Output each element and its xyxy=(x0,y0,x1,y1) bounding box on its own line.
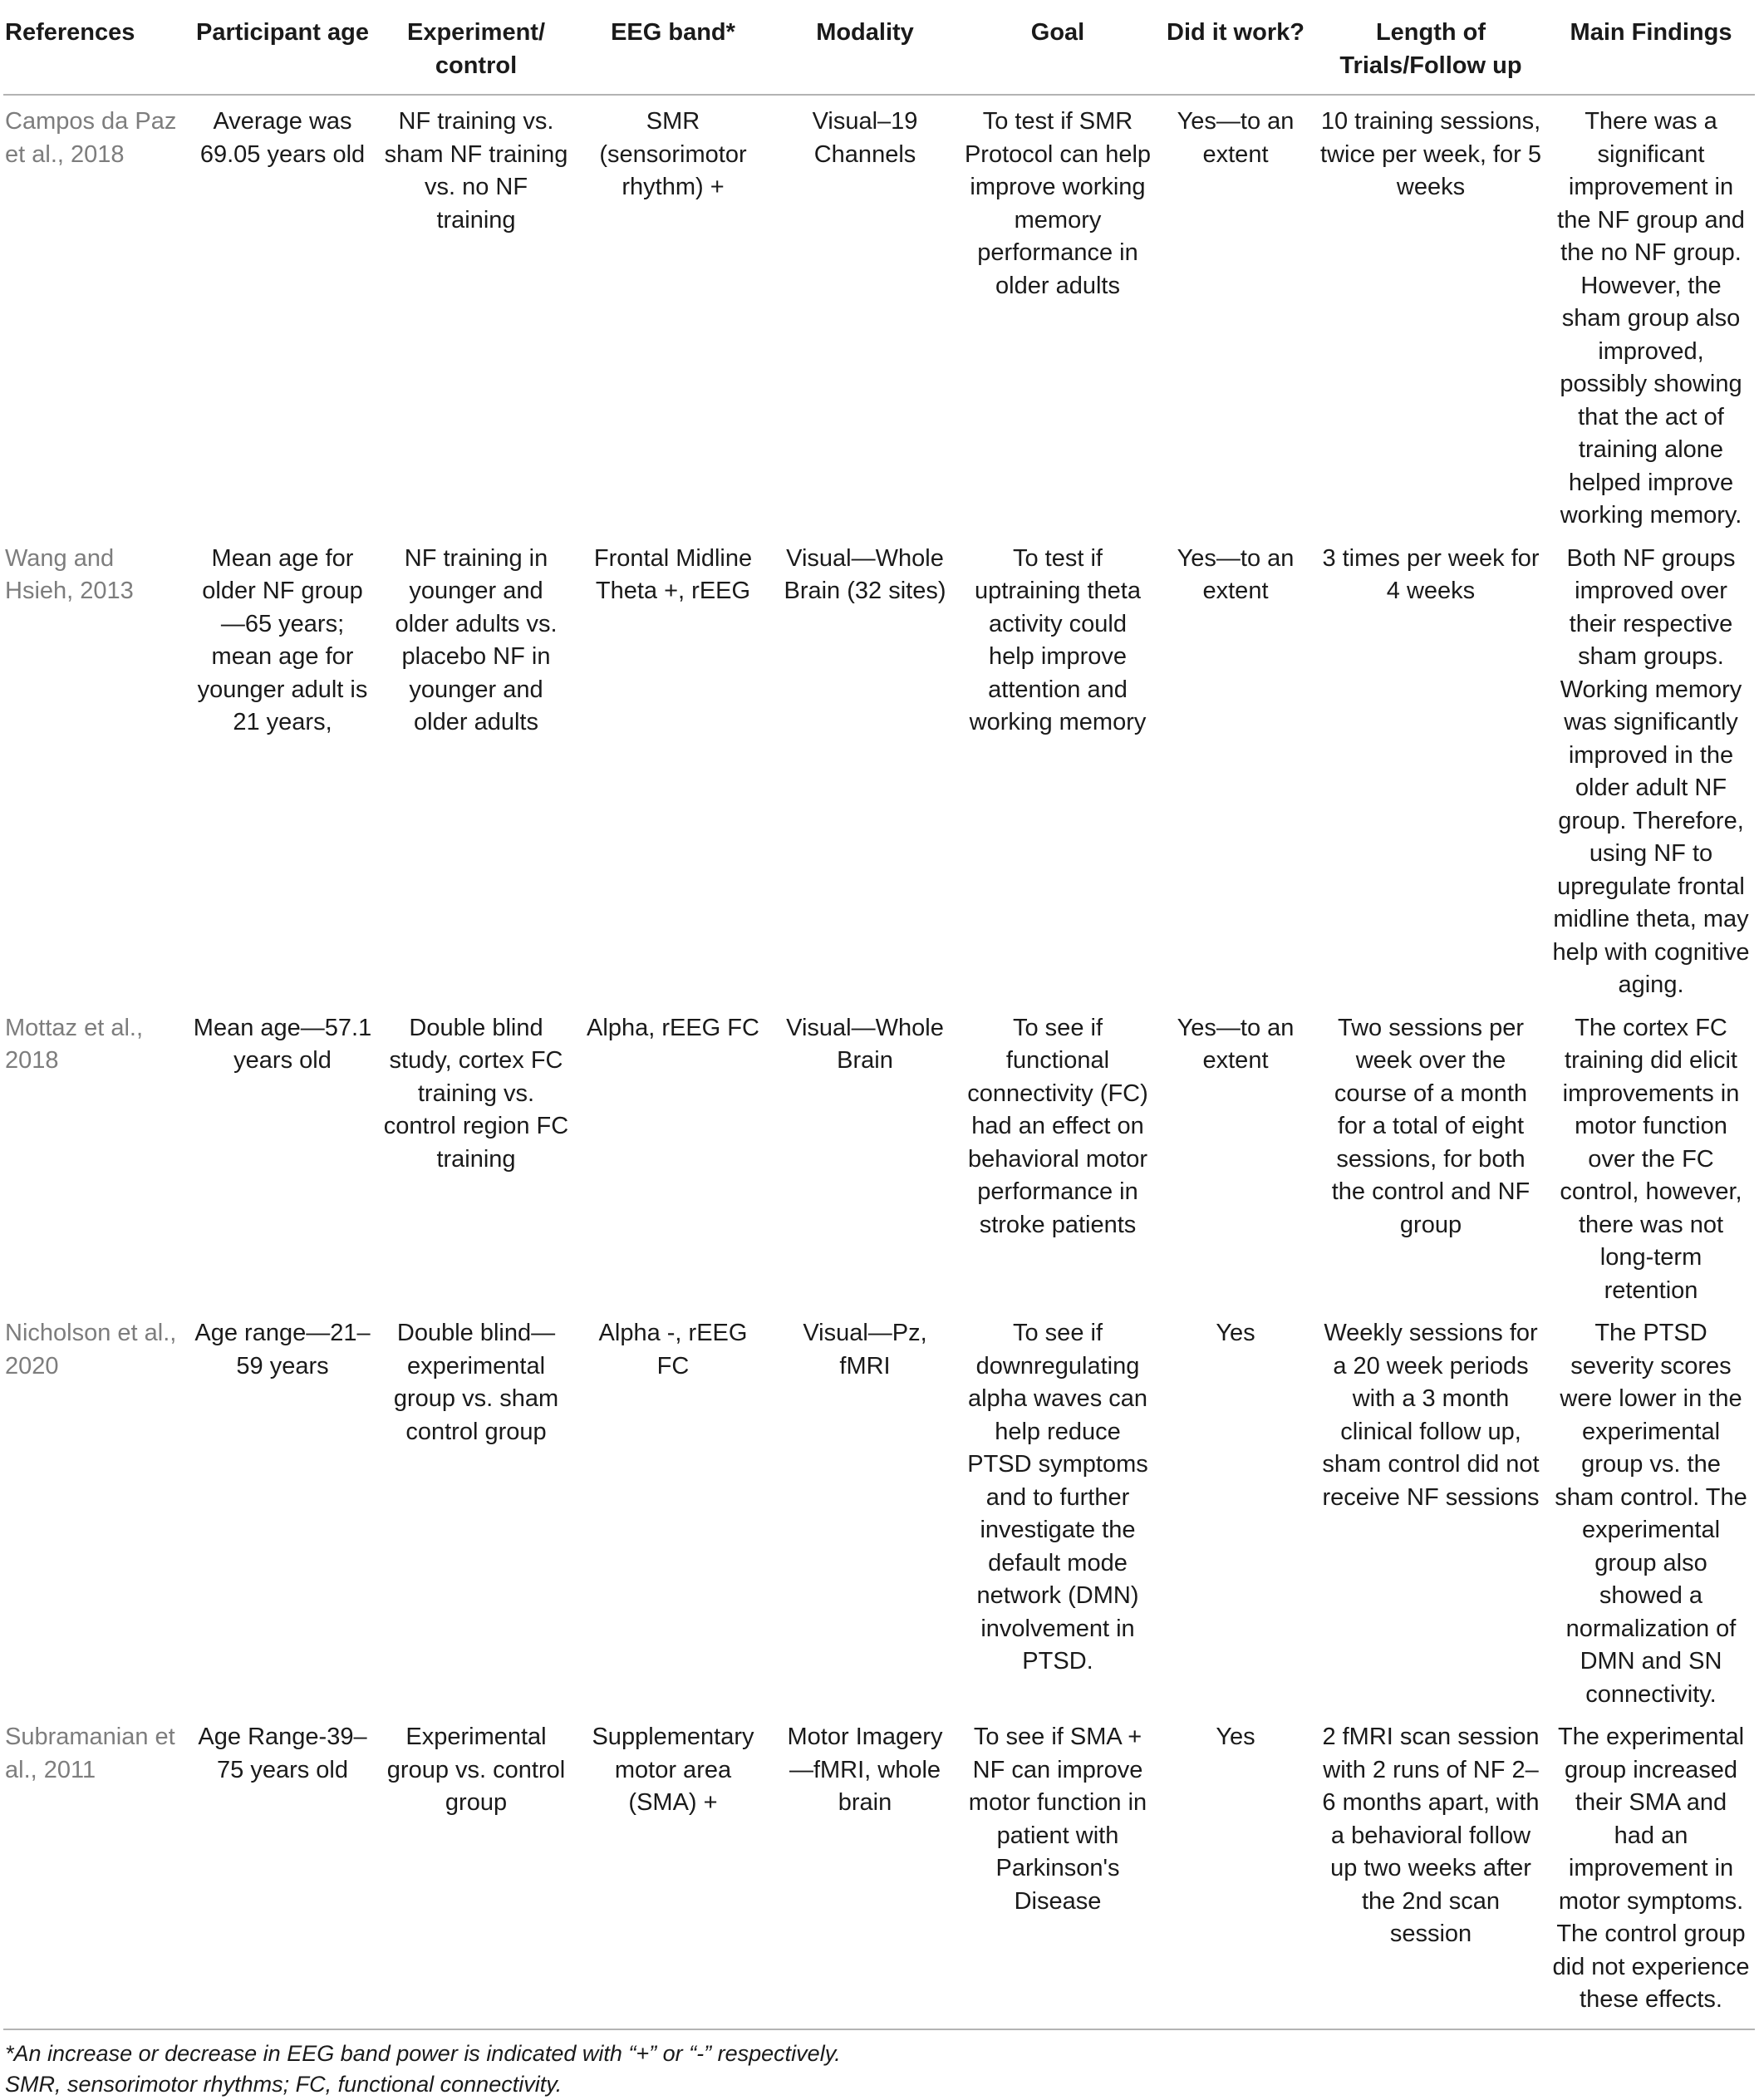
cell-length: 2 fMRI scan session with 2 runs of NF 2–6 months apart, with a behavioral follow up two weeks after the 2nd scan session xyxy=(1314,1711,1547,2029)
cell-eeg-band: Frontal Midline Theta +, rEEG xyxy=(593,544,753,604)
column-header: EEG band* xyxy=(575,0,771,95)
cell-modality: Visual—Pz, fMRI xyxy=(803,1320,927,1380)
cell-worked: Yes xyxy=(1157,1711,1314,2029)
cell-worked: Yes—to an extent xyxy=(1177,544,1295,604)
cell-modality: Visual—Whole Brain xyxy=(786,1014,944,1074)
column-header: Main Findings xyxy=(1547,0,1755,95)
cell-length: 3 times per week for 4 weeks xyxy=(1322,544,1540,604)
cell-reference: Nicholson et al., 2020 xyxy=(5,1320,177,1380)
cell-eeg-band: SMR (sensorimotor rhythm) + xyxy=(599,108,747,200)
cell-length: Weekly sessions for a 20 week periods with a 3 month clinical follow up, sham control did not receive NF sessions xyxy=(1322,1320,1540,1511)
column-header: Modality xyxy=(771,0,959,95)
cell-length: Two sessions per week over the course of a month for a total of eight sessions, for both the control and NF group xyxy=(1331,1014,1531,1238)
cell-goal: To see if functional connectivity (FC) had an effect on behavioral motor performance in stroke patients xyxy=(967,1014,1148,1238)
cell-findings: The cortex FC training did elicit improvements in motor function over the FC control, however, there was not long-term retention xyxy=(1560,1014,1742,1304)
cell-experiment: Double blind study, cortex FC training vs. control region FC training xyxy=(383,1014,569,1173)
cell-modality: Visual—Whole Brain (32 sites) xyxy=(784,544,946,604)
cell-experiment: Experimental group vs. control group xyxy=(377,1711,575,2029)
cell-goal: To test if uptraining theta activity could help improve attention and working memory xyxy=(969,544,1147,735)
column-header: Experiment/ control xyxy=(377,0,575,95)
cell-length: 10 training sessions, twice per week, for 5 weeks xyxy=(1320,108,1541,200)
column-header: Participant age xyxy=(188,0,377,95)
cell-age: Age range—21–59 years xyxy=(194,1320,371,1380)
footnote-abbreviations: SMR, sensorimotor rhythms; FC, functional connectivity. xyxy=(5,2071,563,2097)
cell-findings: Both NF groups improved over their respective sham groups. Working memory was significantly improved in the older adult NF group. Therefore, using NF to upregulate frontal midline theta, may help with cognitive aging. xyxy=(1552,544,1750,998)
cell-findings: The PTSD severity scores were lower in the experimental group vs. the sham control. The experimental group also showed a normalization of DMN and SN connectivity. xyxy=(1555,1320,1747,1708)
cell-age: Mean age for older NF group—65 years; mean age for younger adult is 21 years, xyxy=(197,544,368,735)
cell-worked: Yes—to an extent xyxy=(1177,1014,1295,1074)
table-header-row xyxy=(3,0,1755,95)
table-row xyxy=(3,1307,1755,1711)
cell-reference: Campos da Paz et al., 2018 xyxy=(5,108,177,168)
cell-eeg-band: Alpha, rEEG FC xyxy=(587,1014,759,1041)
cell-reference: Subramanian et al., 2011 xyxy=(3,1711,188,2029)
cell-age: Average was 69.05 years old xyxy=(199,108,366,168)
studies-table xyxy=(3,0,1755,2030)
cell-modality: Motor Imagery—fMRI, whole brain xyxy=(771,1711,959,2029)
cell-experiment: NF training in younger and older adults vs. placebo NF in younger and older adults xyxy=(395,544,558,735)
cell-experiment: NF training vs. sham NF training vs. no NF training xyxy=(384,108,568,234)
cell-reference: Mottaz et al., 2018 xyxy=(5,1014,144,1074)
cell-eeg-band: Alpha -, rEEG FC xyxy=(598,1320,748,1380)
column-header: Did it work? xyxy=(1157,0,1314,95)
cell-worked: Yes xyxy=(1216,1320,1255,1346)
table-row xyxy=(3,1002,1755,1308)
cell-findings: There was a significant improvement in the NF group and the no NF group. However, the sham group also improved, possibly showing that the act of training alone helped improve working memory. xyxy=(1557,108,1745,529)
table-row xyxy=(3,95,1755,533)
cell-reference: Wang and Hsieh, 2013 xyxy=(5,544,134,604)
table-row xyxy=(3,1711,1755,2029)
cell-modality: Visual–19 Channels xyxy=(812,108,918,168)
cell-age: Mean age—57.1 years old xyxy=(193,1014,372,1074)
footnote-eeg-power: *An increase or decrease in EEG band power is indicated with “+” or “-” respectively. xyxy=(5,2040,841,2066)
cell-age: Age Range-39–75 years old xyxy=(188,1711,377,2029)
cell-findings: The experimental group increased their SMA and had an improvement in motor symptoms. The control group did not experience these effects. xyxy=(1547,1711,1755,2029)
cell-worked: Yes—to an extent xyxy=(1177,108,1295,168)
column-header: Goal xyxy=(959,0,1157,95)
table-footnotes xyxy=(3,2030,1756,2100)
column-header: References xyxy=(3,0,188,95)
cell-experiment: Double blind—experimental group vs. sham control group xyxy=(393,1320,559,1445)
cell-goal: To see if SMA + NF can improve motor function in patient with Parkinson's Disease xyxy=(959,1711,1157,2029)
cell-goal: To test if SMR Protocol can help improve working memory performance in older adults xyxy=(964,108,1152,299)
column-header: Length of Trials/Follow up xyxy=(1314,0,1547,95)
cell-eeg-band: Supplementary motor area (SMA) + xyxy=(575,1711,771,2029)
cell-goal: To see if downregulating alpha waves can help reduce PTSD symptoms and to further investigate the default mode network (DMN) involvement in PTSD. xyxy=(967,1320,1148,1675)
table-row xyxy=(3,533,1755,1002)
